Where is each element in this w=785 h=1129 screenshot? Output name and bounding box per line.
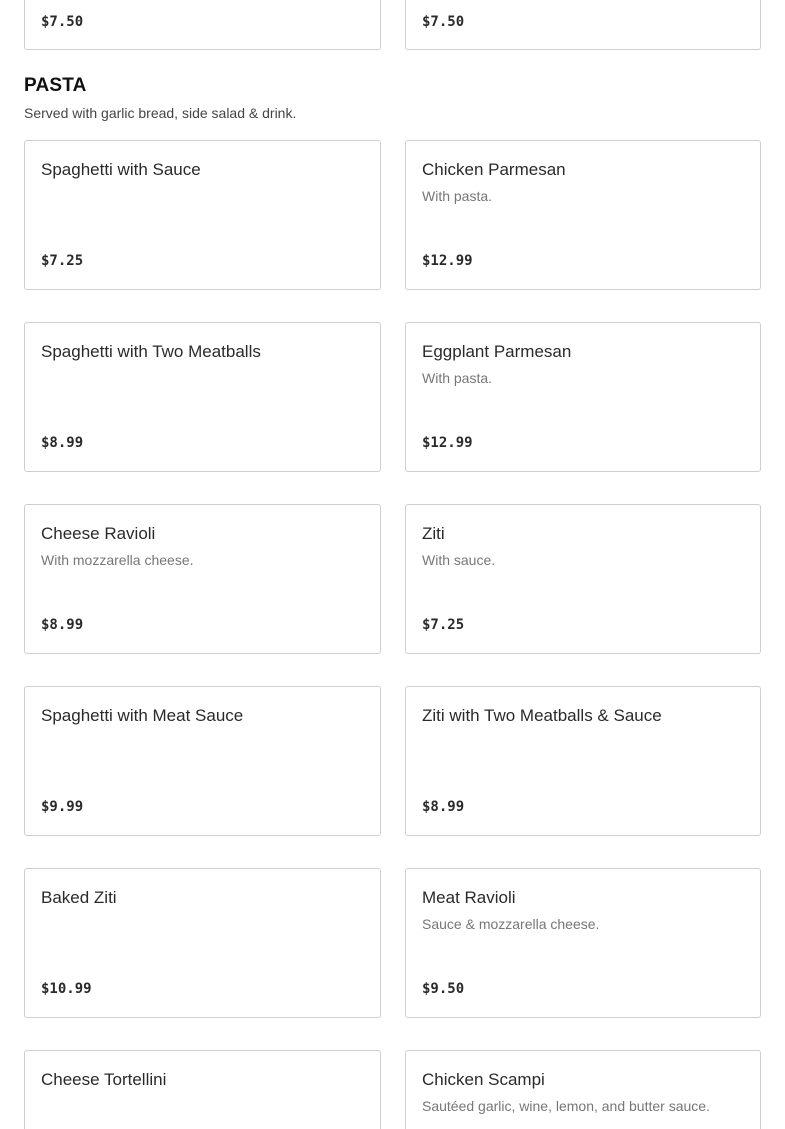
item-price: $10.99: [41, 981, 92, 997]
item-name: Cheese Tortellini: [41, 1070, 167, 1089]
item-price: $8.99: [41, 617, 84, 633]
menu-item-card[interactable]: [24, 140, 381, 290]
item-name: Spaghetti with Meat Sauce: [41, 706, 244, 725]
section-title: PASTA: [24, 75, 87, 96]
item-description: With pasta.: [422, 370, 493, 386]
section-description: Served with garlic bread, side salad & drink.: [24, 105, 297, 121]
menu-item-card[interactable]: [405, 868, 761, 1018]
item-price: $7.25: [422, 617, 465, 633]
item-price: $12.99: [422, 435, 473, 451]
menu-item-card[interactable]: [24, 686, 381, 836]
item-name: Spaghetti with Sauce: [41, 160, 201, 179]
menu-item-card[interactable]: [405, 504, 761, 654]
item-name: Spaghetti with Two Meatballs: [41, 342, 261, 361]
item-name: Chicken Scampi: [422, 1070, 545, 1089]
menu-item-card[interactable]: [24, 1050, 381, 1129]
menu-item-card[interactable]: [24, 868, 381, 1018]
item-description: Sautéed garlic, wine, lemon, and butter sauce.: [422, 1098, 710, 1114]
menu-item-card[interactable]: [24, 0, 381, 50]
item-price: $7.25: [41, 253, 84, 269]
item-description: With sauce.: [422, 552, 496, 568]
item-name: Baked Ziti: [41, 888, 117, 907]
item-name: Ziti: [422, 524, 445, 543]
menu-item-card[interactable]: [405, 0, 761, 50]
menu-item-card[interactable]: [405, 322, 761, 472]
item-description: Sauce & mozzarella cheese.: [422, 916, 600, 932]
item-name: Eggplant Parmesan: [422, 342, 572, 361]
item-description: With mozzarella cheese.: [41, 552, 194, 568]
item-price: $8.99: [41, 435, 84, 451]
item-name: Meat Ravioli: [422, 888, 516, 907]
item-name: Chicken Parmesan: [422, 160, 566, 179]
menu-item-card[interactable]: [405, 1050, 761, 1129]
item-description: With pasta.: [422, 188, 493, 204]
item-price: $9.99: [41, 799, 84, 815]
item-price: $7.50: [422, 14, 465, 30]
item-price: $7.50: [41, 14, 84, 30]
item-price: $12.99: [422, 253, 473, 269]
menu-item-card[interactable]: [24, 322, 381, 472]
item-name: Cheese Ravioli: [41, 524, 156, 543]
item-price: $9.50: [422, 981, 465, 997]
menu-item-card[interactable]: [405, 140, 761, 290]
menu-item-card[interactable]: [24, 504, 381, 654]
menu-item-card[interactable]: [405, 686, 761, 836]
item-price: $8.99: [422, 799, 465, 815]
item-name: Ziti with Two Meatballs & Sauce: [422, 706, 662, 725]
